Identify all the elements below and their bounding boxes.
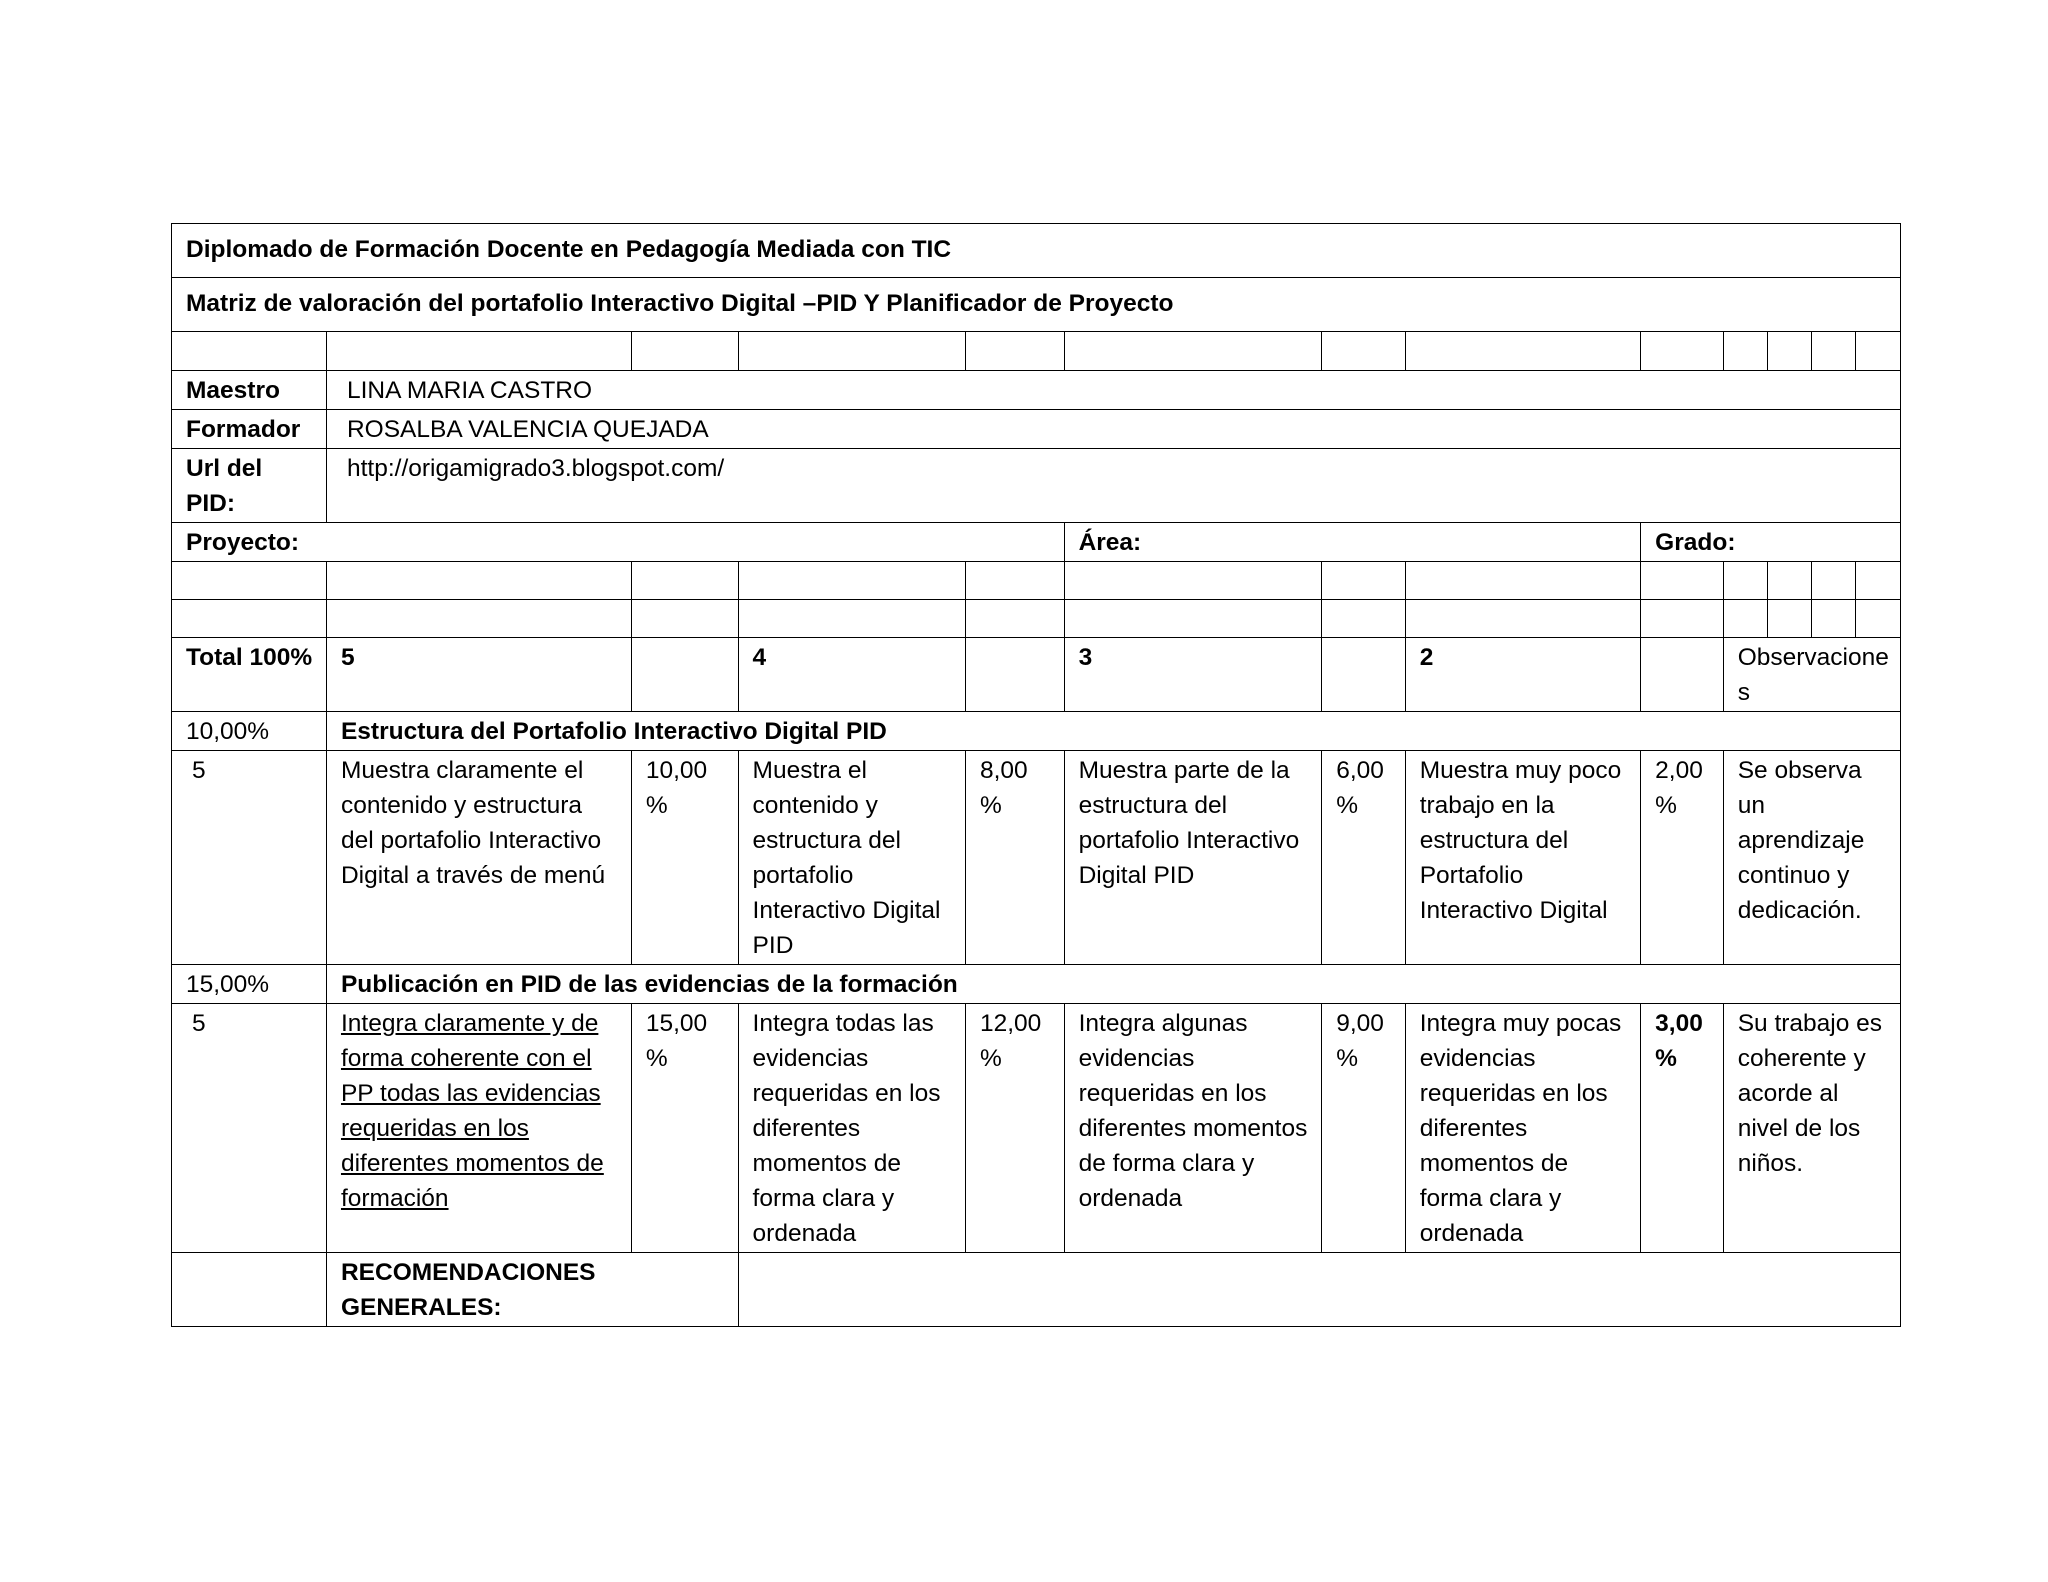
level-2-description: Integra muy pocas evidencias requeridas en los diferentes momentos de forma clara y ordenada xyxy=(1405,1004,1640,1253)
level-5-percent: 15,00 % xyxy=(631,1004,738,1253)
criterion-levels-row xyxy=(172,1004,1901,1253)
level-5-description: Muestra claramente el contenido y estructura del portafolio Interactivo Digital a través de menú xyxy=(326,751,631,965)
criterion-title-row xyxy=(172,965,1901,1004)
recommendations-row xyxy=(172,1253,1901,1327)
level-4-description: Integra todas las evidencias requeridas en los diferentes momentos de forma clara y ordenada xyxy=(738,1004,965,1253)
level-2-percent: 3,00 % xyxy=(1641,1004,1724,1253)
proyecto-label: Proyecto: xyxy=(172,523,1065,562)
level-5-percent: 10,00 % xyxy=(631,751,738,965)
observation-text: Su trabajo es coherente y acorde al nivel de los niños. xyxy=(1723,1004,1900,1253)
formador-label: Formador xyxy=(172,410,327,449)
level-header-row xyxy=(172,638,1901,712)
level-3-percent: 9,00 % xyxy=(1322,1004,1406,1253)
criterion-weight: 15,00% xyxy=(172,965,327,1004)
url-value[interactable]: http://origamigrado3.blogspot.com/ xyxy=(326,449,1900,523)
observaciones-header: Observaciones xyxy=(1723,638,1900,712)
empty-row xyxy=(172,562,1901,600)
level-2-description: Muestra muy poco trabajo en la estructura del Portafolio Interactivo Digital xyxy=(1405,751,1640,965)
level-4-percent: 12,00 % xyxy=(965,1004,1064,1253)
level-3-percent: 6,00 % xyxy=(1322,751,1406,965)
level-3-description: Muestra parte de la estructura del portafolio Interactivo Digital PID xyxy=(1064,751,1322,965)
recomendaciones-label: RECOMENDACIONES GENERALES: xyxy=(326,1253,738,1327)
maestro-value: LINA MARIA CASTRO xyxy=(326,371,1900,410)
criterion-name: Publicación en PID de las evidencias de la formación xyxy=(326,965,1900,1004)
recomendaciones-value[interactable] xyxy=(738,1253,1900,1327)
level-3-header: 3 xyxy=(1064,638,1322,712)
document-subtitle: Matriz de valoración del portafolio Interactivo Digital –PID Y Planificador de Proyecto xyxy=(172,278,1901,332)
empty-row xyxy=(172,600,1901,638)
observation-text: Se observa un aprendizaje continuo y dedicación. xyxy=(1723,751,1900,965)
total-header: Total 100% xyxy=(172,638,327,712)
level-5-header: 5 xyxy=(326,638,631,712)
grado-label: Grado: xyxy=(1641,523,1901,562)
empty-row xyxy=(172,332,1901,371)
level-4-percent: 8,00 % xyxy=(965,751,1064,965)
rubric-table xyxy=(171,223,1901,1327)
criterion-levels-row xyxy=(172,751,1901,965)
criterion-title-row xyxy=(172,712,1901,751)
url-label: Url del PID: xyxy=(172,449,327,523)
area-label: Área: xyxy=(1064,523,1641,562)
level-4-header: 4 xyxy=(738,638,965,712)
level-5-description: Integra claramente y de forma coherente con el PP todas las evidencias requeridas en los diferentes momentos de formación xyxy=(326,1004,631,1253)
level-4-description: Muestra el contenido y estructura del portafolio Interactivo Digital PID xyxy=(738,751,965,965)
level-2-header: 2 xyxy=(1405,638,1640,712)
level-3-description: Integra algunas evidencias requeridas en los diferentes momentos de forma clara y ordenada xyxy=(1064,1004,1322,1253)
formador-value: ROSALBA VALENCIA QUEJADA xyxy=(326,410,1900,449)
criterion-score: 5 xyxy=(172,751,327,965)
criterion-weight: 10,00% xyxy=(172,712,327,751)
level-2-percent: 2,00 % xyxy=(1641,751,1724,965)
document-title: Diplomado de Formación Docente en Pedagogía Mediada con TIC xyxy=(172,224,1901,278)
criterion-name: Estructura del Portafolio Interactivo Digital PID xyxy=(326,712,1900,751)
criterion-score: 5 xyxy=(172,1004,327,1253)
maestro-label: Maestro xyxy=(172,371,327,410)
